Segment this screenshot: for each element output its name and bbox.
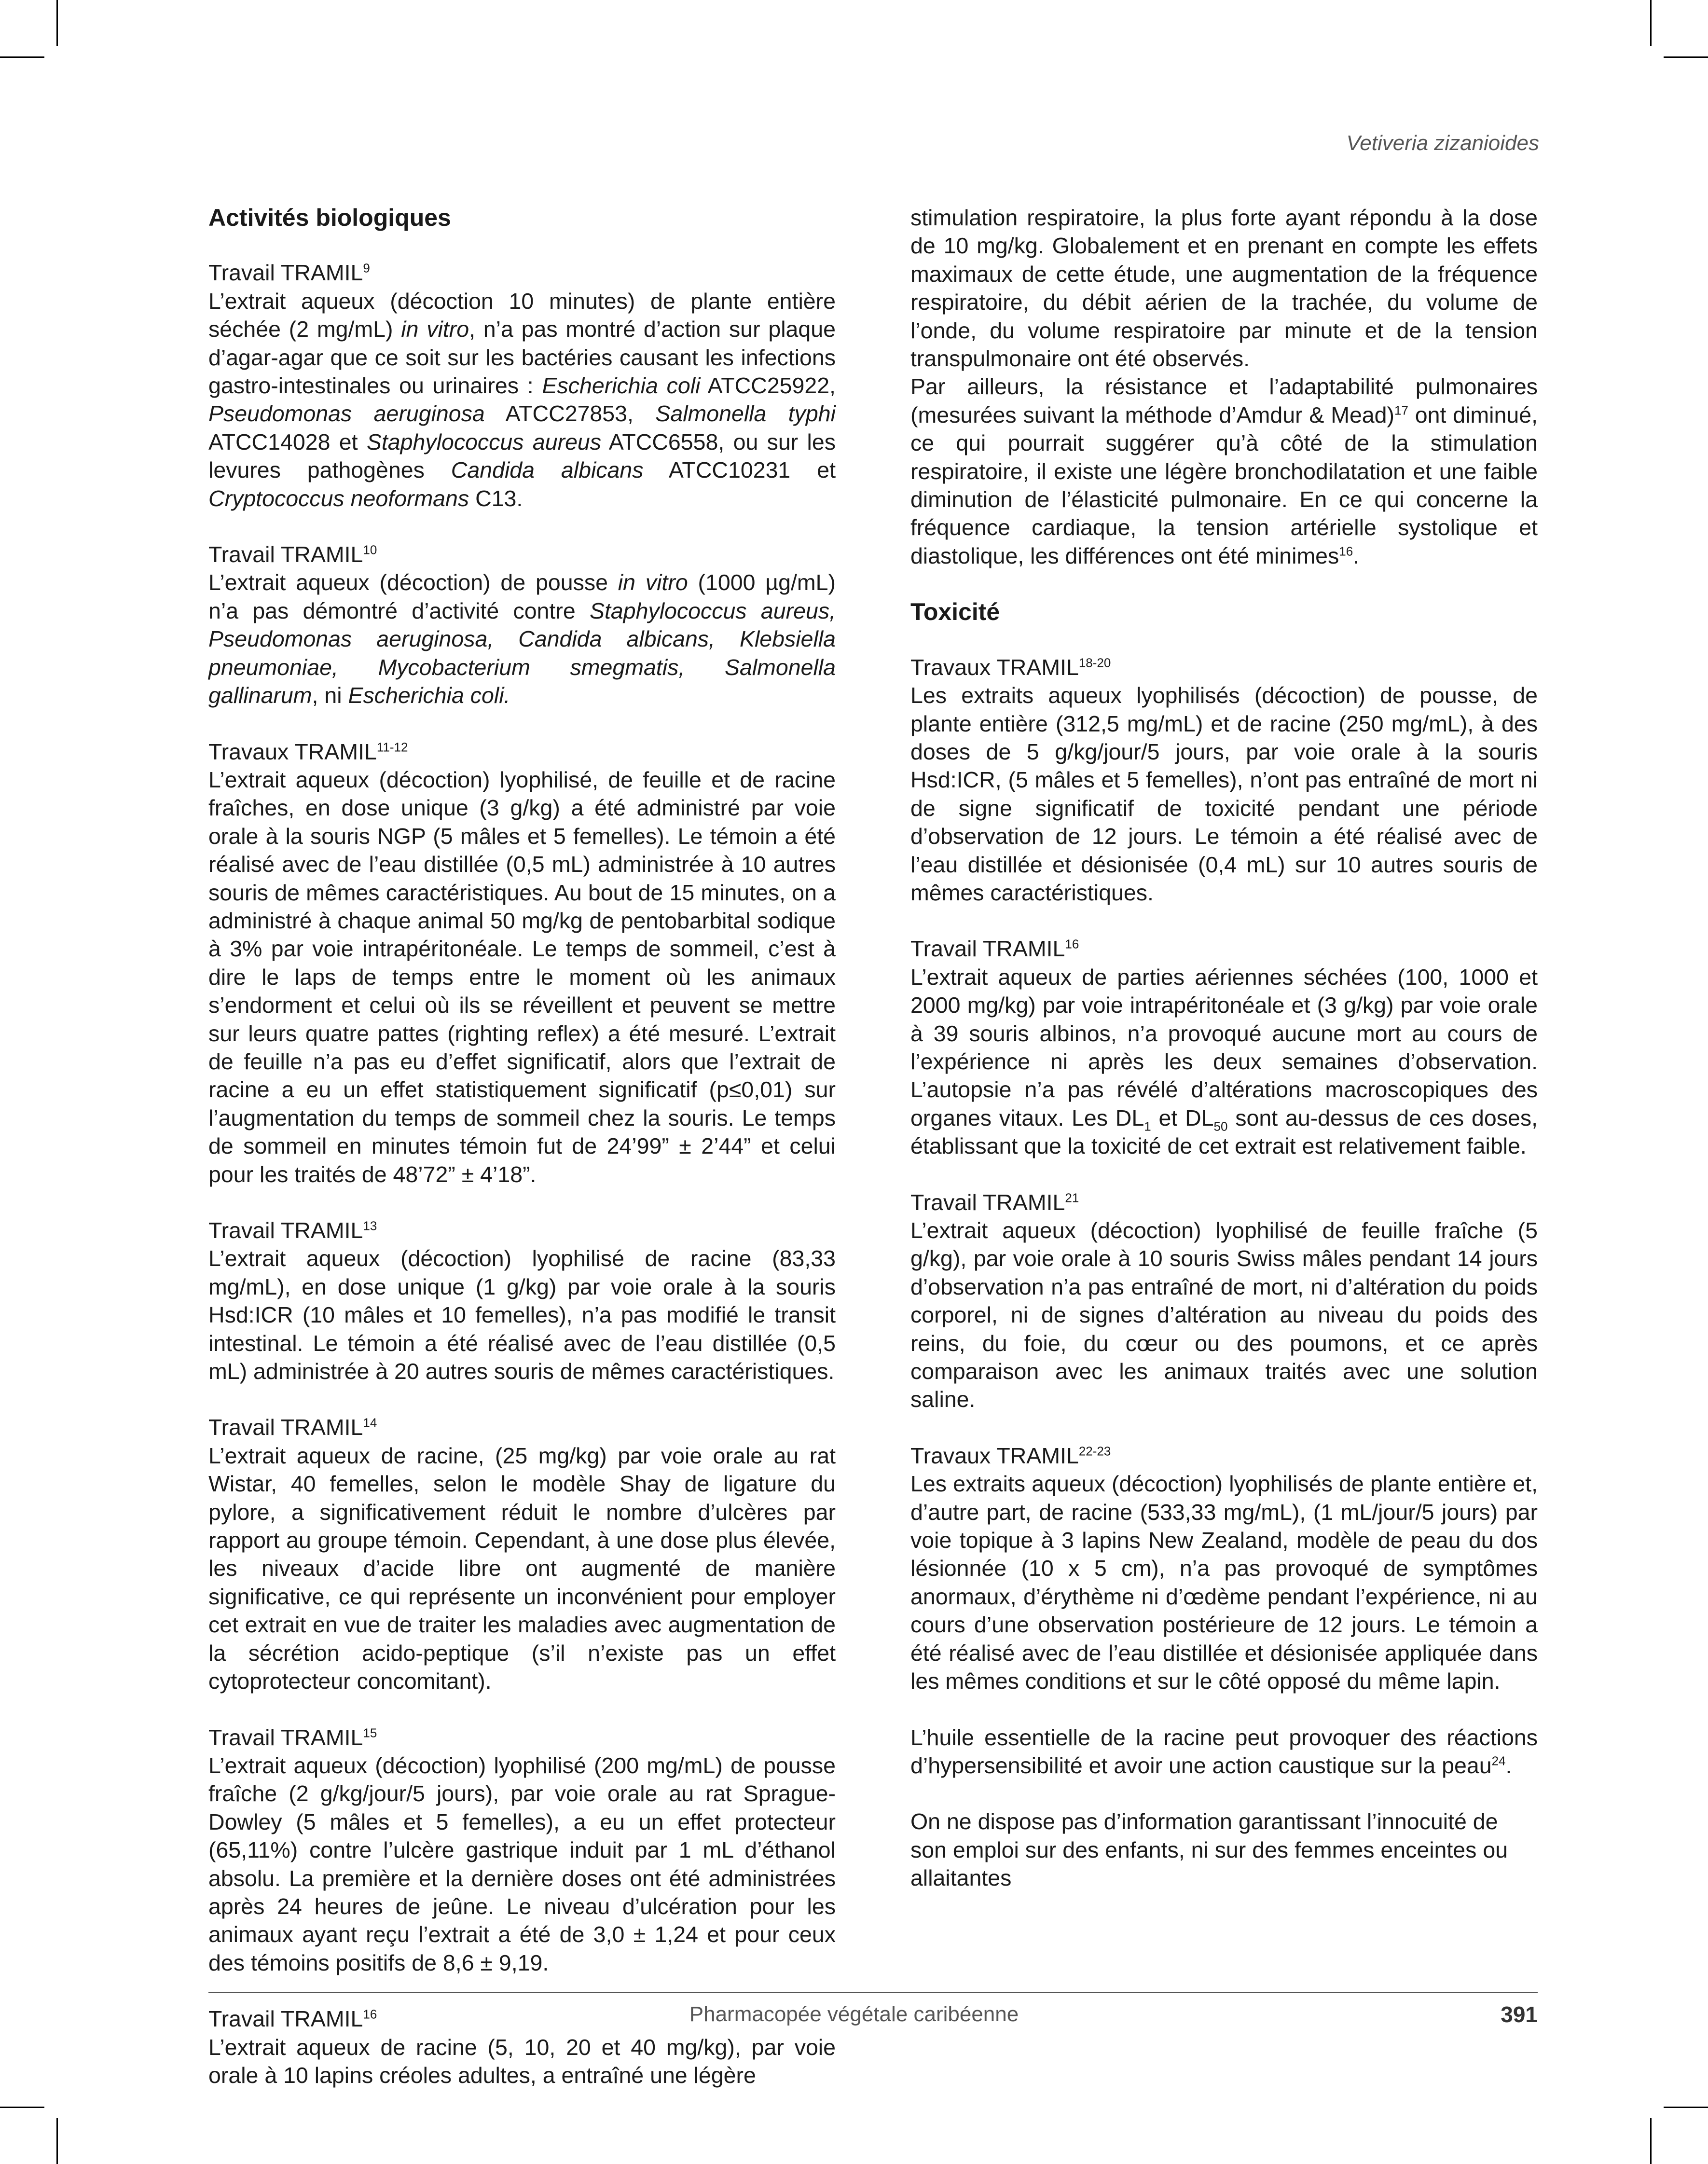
text-run: L’extrait aqueux de racine, (25 mg/kg) par voie orale au rat Wistar, 40 femelles, selon le modèle Shay de ligature du pylore, a significativement réduit le nombre d’ulcères par rapport au groupe témoin. Cependant, à une dose plus élevée, les niveaux d’acide libre ont augmenté de manière significative, ce qui représente un inconvénient pour employer cet extrait en vue de traiter les maladies avec augmentation de la sécrétion acido-peptique (s’il n’existe pas un effet cytoprotecteur concomitant). [208,1443,836,1694]
italic-text: Cryptococcus neoformans [208,485,469,511]
footnote-ref: 17 [1394,403,1408,418]
text-run: L’huile essentielle de la racine peut provoquer des réactions d’hypersensibilité et avoir une action caustique sur la peau [910,1724,1538,1778]
section-heading-toxicity: Toxicité [910,598,1000,626]
text-run: L’extrait aqueux (décoction) lyophilisé, de feuille et de racine fraîches, en dose unique (3 g/kg) a été administré par voie orale à la souris NGP (5 mâles et 5 femelles). Le témoin a été réalisé avec de l’eau distillée (0,5 mL) administrée à 10 autres souris de mêmes caractéristiques. Au bout de 15 minutes, on a administré à chaque animal 50 mg/kg de pentobarbital sodique à 3% par voie intrapéritonéale. Le temps de sommeil, c’est à dire le laps de temps entre le moment où les animaux s’endorment et celui où ils se réveillent et peuvent se mettre sur leurs quatre pattes (righting reflex) a été mesuré. L’extrait de feuille n’a pas eu d’effet significatif, alors que l’extrait de racine a eu un effet statistiquement significatif (p≤0,01) sur l’augmentation du temps de sommeil chez la souris. Le temps de sommeil en minutes témoin fut de 24’99” ± 2’44” et celui pour les traités de 48’72” ± 4’18”. [208,767,836,1187]
note-text [910,1723,1538,1780]
text-run: L’extrait aqueux (décoction) lyophilisé de feuille fraîche (5 g/kg), par voie orale à 10 souris Swiss mâles pendant 14 jours d’observation n’a pas entraîné de mort, ni d’altération du poids corporel, ni de signes d’altération au niveau du poids des reins, du foie, du cœur ou des poumons, et ce après comparaison avec les animaux traités avec une solution saline. [910,1218,1538,1412]
left-column [208,204,836,2089]
work-text [208,287,836,512]
text-run: ATCC6558, ou sur les levures pathogènes [208,429,836,483]
work-title: Travail TRAMIL$^{13}$ [208,1218,377,1243]
text-run: Les extraits aqueux lyophilisés (décoction) de pousse, de plante entière (312,5 mg/mL) et de racine (250 mg/mL), à des doses de 5 g/kg/jour/5 jours, par voie orale à la souris Hsd:ICR, (5 mâles et 5 femelles), n’ont pas entraîné de mort ni de signe significatif de toxicité pendant une période d’observation de 12 jours. Le témoin a été réalisé avec de l’eau distillée et désionisée (0,4 mL) sur 10 autres souris de mêmes caractéristiques. [910,683,1538,905]
work-block [208,738,836,1189]
footnote-ref: 16 [1339,544,1353,559]
text-run: ATCC25922, [700,373,836,399]
italic-text: in vitro [401,317,469,342]
text-run: ATCC14028 et [208,429,367,455]
section-heading-biological-activities: Activités biologiques [208,204,451,231]
work-text [910,1216,1538,1414]
work-title: Travail TRAMIL$^{14}$ [208,1415,377,1440]
subscript: 50 [1213,1119,1228,1134]
work-title: Travail TRAMIL$^{16}$ [910,936,1079,962]
continuation-text [910,372,1538,570]
italic-text: Candida albicans [451,457,644,483]
text-run: C13. [469,485,523,511]
work-block [910,935,1538,1160]
work-block [208,1723,836,1977]
work-text [910,681,1538,907]
work-block [910,653,1538,907]
footer-rule [208,1992,1538,1993]
work-block [208,540,836,709]
text-run: , ni [312,683,348,708]
note-text [910,1807,1538,1892]
page-number: 391 [1501,2002,1538,2027]
text-run: ATCC10231 et [643,457,836,483]
footer-title: Pharmacopée végétale caribéenne [689,2002,1019,2026]
work-text [208,1442,836,1695]
right-column [910,204,1538,1892]
text-run: ont diminué, ce qui pourrait suggérer qu’à côté de la stimulation respiratoire, il existe une légère bronchodilatation et une faible diminution de l’élasticité pulmonaire. En ce qui concerne la fréquence cardiaque, la tension artérielle systolique et diastolique, les différences ont été minimes [910,402,1538,568]
work-title: Travaux TRAMIL$^{11-12}$ [208,739,408,764]
work-text [208,1244,836,1385]
work-title: Travail TRAMIL$^{21}$ [910,1189,1079,1215]
work-text [208,1751,836,1977]
text-run: L’extrait aqueux (décoction) lyophilisé de racine (83,33 mg/mL), en dose unique (1 g/kg) par voie orale à la souris Hsd:ICR (10 mâles et 10 femelles), n’a pas modifié le transit intestinal. Le témoin a été réalisé avec de l’eau distillée (0,5 mL) administrée à 20 autres souris de mêmes caractéristiques. [208,1246,836,1384]
italic-text: Pseudomonas aeruginosa [208,401,485,427]
subscript: 1 [1144,1119,1151,1134]
text-run: L’extrait aqueux (décoction) de pousse [208,570,618,595]
crop-mark [0,56,44,58]
crop-mark [0,2107,44,2108]
work-title: Travail TRAMIL$^9$ [208,260,370,286]
work-title: Travaux TRAMIL$^{22-23}$ [910,1443,1111,1468]
work-text [208,766,836,1188]
text-run: . [1353,543,1360,568]
running-head: Vetiveria zizanioides [1346,131,1539,155]
text-run: (1000 µg/mL) n’a pas démontré d’activité contre [208,570,836,623]
crop-mark [1650,0,1652,46]
italic-text: Staphylococcus aureus, Pseudomonas aeruginosa, Candida albicans, Klebsiella pneumoniae, Mycobacterium smegmatis, Salmonella gallinarum [208,598,836,708]
italic-text: in vitro [618,570,688,595]
italic-text: Salmonella typhi [655,401,836,427]
italic-text: Escherichia coli. [348,683,510,708]
crop-mark [56,0,58,46]
work-title: Travail TRAMIL$^{15}$ [208,1724,377,1750]
work-block [208,1216,836,1385]
crop-mark [56,2118,58,2164]
text-run: . [1505,1752,1512,1778]
italic-text: Staphylococcus aureus [366,429,602,455]
work-block [208,1413,836,1695]
work-block [208,259,836,512]
work-block [910,1442,1538,1695]
work-text [910,963,1538,1160]
crop-mark [1664,56,1708,58]
work-text [910,1470,1538,1695]
work-text [208,568,836,709]
continuation-text [910,204,1538,372]
text-run: L’extrait aqueux (décoction 10 minutes) de plante entière séchée (2 mg/mL) [208,288,836,342]
text-run: et DL [1151,1105,1214,1130]
crop-mark [1650,2118,1652,2164]
work-title: Travaux TRAMIL$^{18-20}$ [910,654,1111,680]
text-run: Par ailleurs, la résistance et l’adaptabilité pulmonaires (mesurées suivant la méthode d’Amdur & Mead) [910,374,1538,427]
text-run: On ne dispose pas d’information garantissant l’innocuité de son emploi sur des enfants, ni sur des femmes enceintes ou allaitantes [910,1809,1508,1891]
text-run: stimulation respiratoire, la plus forte ayant répondu à la dose de 10 mg/kg. Globalement et en prenant en compte les effets maximaux de cette étude, une augmentation de la fréquence respiratoire, du débit aérien de la trachée, du volume de l’onde, du volume respiratoire par minute et de la tension transpulmonaire ont été observés. [910,205,1538,372]
work-title: Travail TRAMIL$^{16}$ [208,2006,377,2032]
text-run: L’extrait aqueux (décoction) lyophilisé (200 mg/mL) de pousse fraîche (2 g/kg/jour/5 jours), par voie orale au rat Sprague-Dowley (5 mâles et 5 femelles), a eu un effet protecteur (65,11%) contre l’ulcère gastrique induit par 1 mL d’éthanol absolu. La première et la dernière doses ont été administrées après 24 heures de jeûne. Le niveau d’ulcération pour les animaux ayant reçu l’extrait a été de 3,0 ± 1,24 et pour ceux des témoins positifs de 8,6 ± 9,19. [208,1752,836,1975]
work-text [208,2033,836,2090]
text-run: ATCC27853, [484,401,656,427]
work-title: Travail TRAMIL$^{10}$ [208,542,377,567]
text-run: L’extrait aqueux de racine (5, 10, 20 et 40 mg/kg), par voie orale à 10 lapins créoles adultes, a entraîné une légère [208,2034,836,2088]
text-run: sont au-dessus de ces doses, établissant que la toxicité de cet extrait est relativement faible. [910,1105,1538,1159]
work-block [910,1188,1538,1414]
text-run: , n’a pas montré d’action sur plaque d’agar-agar que ce soit sur les bactéries causant les infections gastro-intestinales ou urinaires : [208,317,836,399]
text-run: L’extrait aqueux de parties aériennes séchées (100, 1000 et 2000 mg/kg) par voie intrapéritonéale et (3 g/kg) par voie orale à 39 souris albinos, n’a provoqué aucune mort au cours de l’expérience ni après les deux semaines d’observation. L’autopsie n’a pas révélé d’altérations macroscopiques des organes vitaux. Les DL [910,964,1538,1130]
crop-mark [1664,2107,1708,2108]
italic-text: Escherichia coli [542,373,701,399]
footnote-ref: 24 [1491,1753,1506,1768]
text-run: Les extraits aqueux (décoction) lyophilisés de plante entière et, d’autre part, de racine (533,33 mg/mL), (1 mL/jour/5 jours) par voie topique à 3 lapins New Zealand, modèle de peau du dos lésionnée (10 x 5 cm), n’a pas provoqué de symptômes anormaux, d’érythème ni d’œdème pendant l’expérience, ni au cours d’une observation postérieure de 12 jours. Le témoin a été réalisé avec de l’eau distillée et désionisée appliquée dans les mêmes conditions et sur le côté opposé du même lapin. [910,1471,1538,1694]
